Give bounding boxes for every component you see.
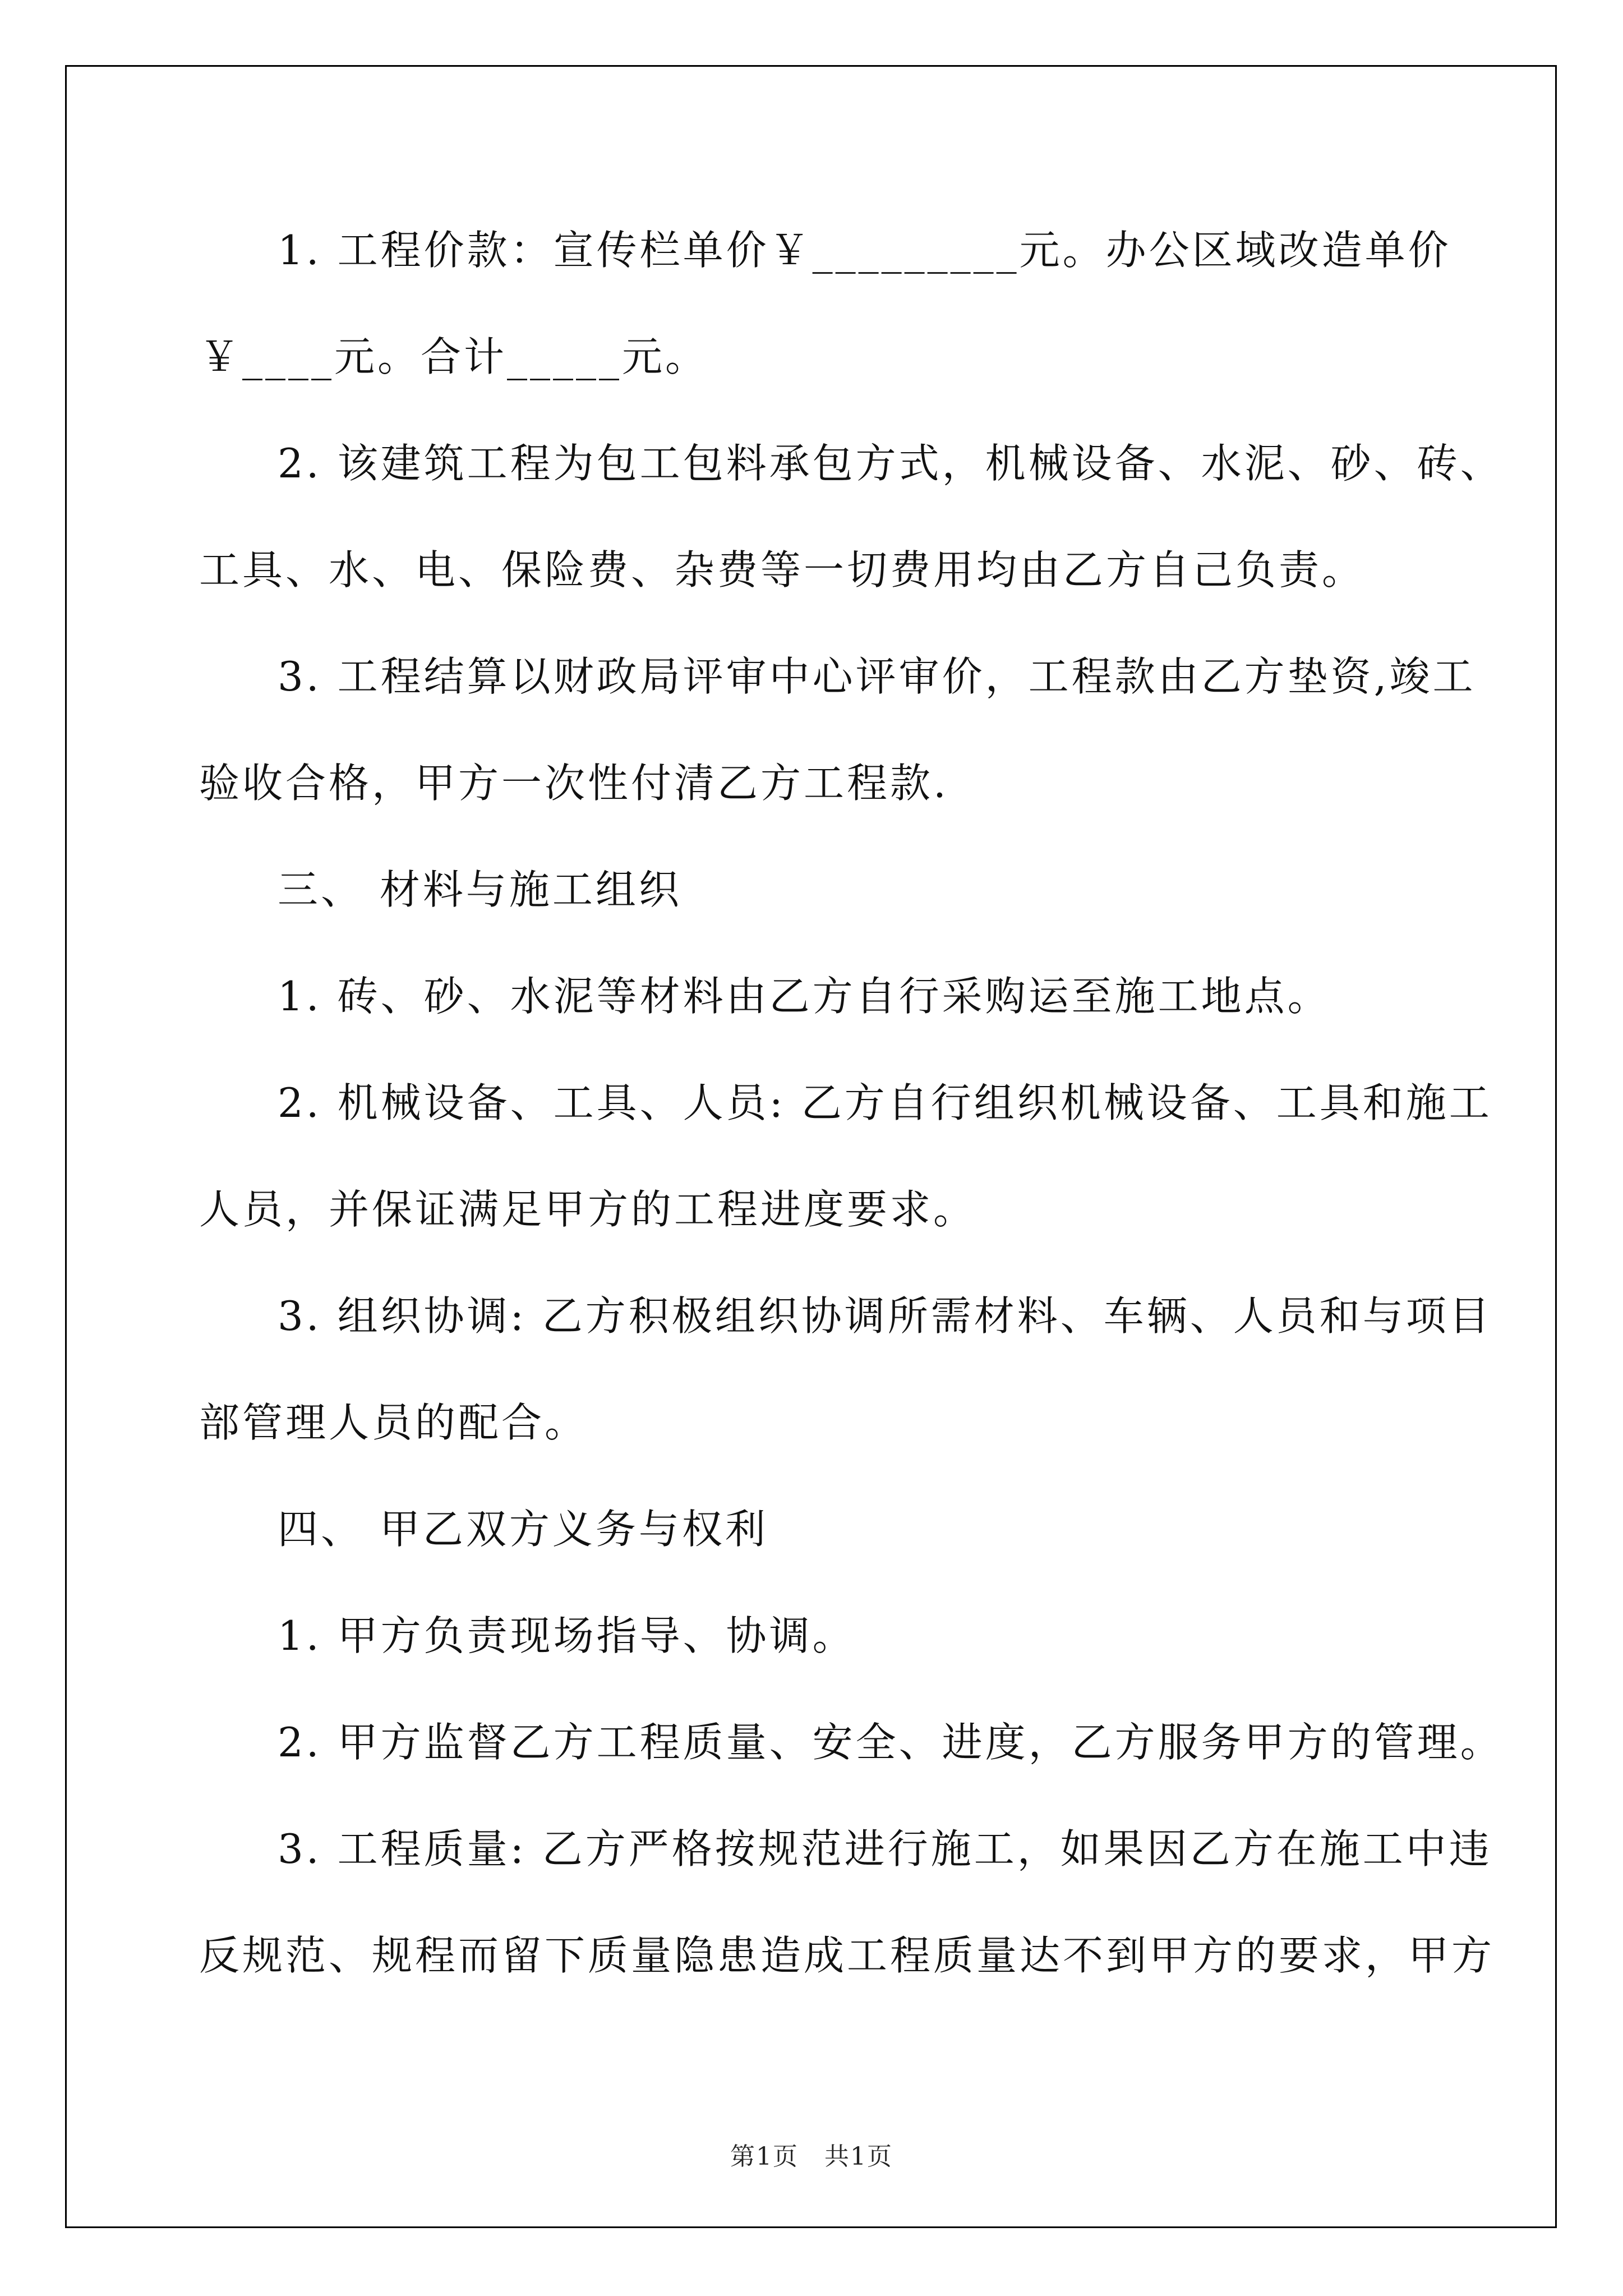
text-line: 人员，并保证满足甲方的工程进度要求。 [199,1186,977,1233]
text-line: 2. 机械设备、工具、人员: 乙方自行组织机械设备、工具和施工 [278,1079,1492,1126]
text-line: 工具、水、电、保险费、杂费等一切费用均由乙方自己负责。 [199,546,1366,593]
page-border [65,65,1557,2228]
text-line: 3. 工程质量: 乙方严格按规范进行施工，如果因乙方在施工中违 [278,1825,1492,1872]
text-line: 1. 工程价款：宣传栏单价￥_________元。办公区域改造单价 [278,227,1451,274]
text-line: 2. 甲方监督乙方工程质量、安全、进度，乙方服务甲方的管理。 [278,1719,1504,1766]
section-heading: 四、 甲乙双方义务与权利 [278,1506,768,1553]
section-heading: 三、 材料与施工组织 [278,866,682,913]
text-line: 1. 砖、砂、水泥等材料由乙方自行采购运至施工地点。 [278,973,1331,1020]
text-line: 3. 组织协调: 乙方积极组织协调所需材料、车辆、人员和与项目 [278,1292,1492,1340]
page-footer: 第1页 共1页 [730,2142,893,2171]
text-line: ￥____元。合计_____元。 [199,333,709,380]
text-line: 部管理人员的配合。 [199,1399,588,1446]
text-line: 验收合格，甲方一次性付清乙方工程款. [199,760,949,807]
text-line: 3. 工程结算以财政局评审中心评审价，工程款由乙方垫资,竣工 [278,653,1476,700]
text-line: 反规范、规程而留下质量隐患造成工程质量达不到甲方的要求，甲方 [199,1932,1495,1979]
text-line: 1. 甲方负责现场指导、协调。 [278,1612,856,1659]
text-line: 2. 该建筑工程为包工包料承包方式，机械设备、水泥、砂、砖、 [278,440,1504,487]
